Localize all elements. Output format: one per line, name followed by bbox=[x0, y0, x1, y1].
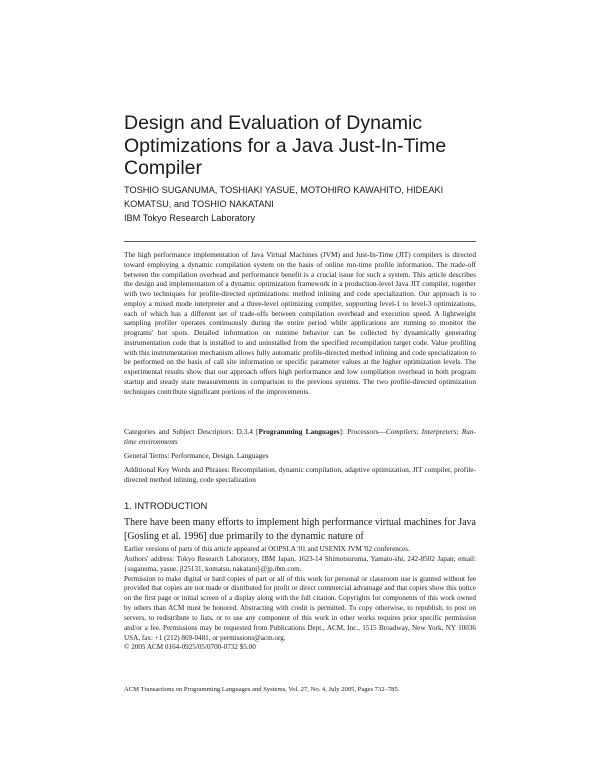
categories-italic-3: Run-time environments bbox=[124, 427, 476, 446]
keywords: Additional Key Words and Phrases: Recompilation, dynamic compilation, adaptive optimization, JIT compiler, profile-directed method inlining, code specialization bbox=[124, 465, 476, 484]
footnote-block bbox=[124, 545, 476, 653]
footnote-earlier: Earlier versions of parts of this article appeared at OOPSLA '01 and USENIX JVM '02 conferences. bbox=[124, 545, 410, 553]
author-list: TOSHIO SUGANUMA, TOSHIAKI YASUE, MOTOHIRO KAWAHITO, HIDEAKI KOMATSU, and TOSHIO NAKATANI bbox=[124, 185, 444, 209]
section-heading: 1. INTRODUCTION bbox=[124, 501, 208, 512]
footnote-permission: Permission to make digital or hard copies of part or all of this work for personal or classroom use is granted without fee provided that copies are not made or distributed for profit or direct commercial advantage and that copies show this notice on the first page or initial screen of a display along with the full citation. Copyrights for components of this work owned by others than ACM must be honored. Abstracting with credit is permitted. To copy otherwise, to republish, to post on servers, to redistribute to lists, or to use any component of this work in other works requires prior specific permission and/or a fee. Permissions may be requested from Publications Dept., ACM, Inc., 1515 Broadway, New York, NY 10036 USA, fax: +1 (212) 869-0481, or permissions@acm.org. bbox=[124, 574, 476, 642]
categories-mid: ]: Processors— bbox=[339, 427, 386, 436]
categories-sep: ; bbox=[416, 427, 422, 436]
intro-paragraph: There have been many efforts to implement high performance virtual machines for Java [Gosling et al. 1996] due primarily to the dynamic nature of bbox=[124, 517, 476, 542]
categories-italic-1: Compilers bbox=[385, 427, 417, 436]
general-terms: General Terms: Performance, Design, Languages bbox=[124, 451, 269, 460]
categories-sep-2: ; bbox=[456, 427, 462, 436]
categories-descriptors bbox=[124, 427, 476, 447]
categories-italic-2: Interpreters bbox=[421, 427, 457, 436]
abstract: The high performance implementation of Java Virtual Machines (JVM) and Just-In-Time (JIT) compilers is directed toward employing a dynamic compilation system on the basis of online run-time profile information. The trade-off between the compilation overhead and performance benefit is a crucial issue for such a system. This article describes the design and implementation of a dynamic optimization framework in a production-level Java JIT compiler, together with two techniques for profile-directed optimizations: method inlining and code specialization. Our approach is to employ a mixed mode interpreter and a three-level optimizing compiler, supporting level-1 to level-3 optimizations, each of which has a different set of trade-offs between compilation overhead and execution speed. A lightweight sampling profiler operates continuously during the entire period while applications are running to monitor the programs' hot spots. Detailed information on runtime behavior can be collected by dynamically generating instrumentation code that is installed to and uninstalled from the specified recompilation target code. Value profiling with this instrumentation mechanism allows fully automatic profile-directed method inlining and code specialization to be performed on the basis of call site information or specific parameter values at the higher optimization levels. The experimental results show that our approach offers high performance and low compilation overhead in both program startup and steady state measurements in comparison to the previous systems. The two profile-directed optimization techniques contribute significant portions of the improvements. bbox=[124, 250, 476, 396]
header-rule bbox=[124, 241, 476, 242]
journal-footer: ACM Transactions on Programming Languages and Systems, Vol. 27, No. 4, July 2005, Pages 732–785. bbox=[124, 686, 400, 693]
footnote-address: Authors' address: Tokyo Research Laboratory, IBM Japan, 1623-14 Shimotsuruma, Yamato-shi, 242-8502 Japan; email: {suganuma, yasue, jl25131, komatsu, nakatani}@jp.ibm.com. bbox=[124, 554, 476, 573]
paper-title: Design and Evaluation of Dynamic Optimizations for a Java Just-In-Time Compiler bbox=[124, 112, 447, 179]
categories-prefix: Categories and Subject Descriptors: D.3.4 [ bbox=[124, 427, 259, 436]
categories-bold: Programming Languages bbox=[258, 427, 340, 436]
affiliation: IBM Tokyo Research Laboratory bbox=[124, 213, 256, 223]
footnote-copyright: © 2005 ACM 0164-0925/05/0700-0732 $5.00 bbox=[124, 643, 256, 652]
